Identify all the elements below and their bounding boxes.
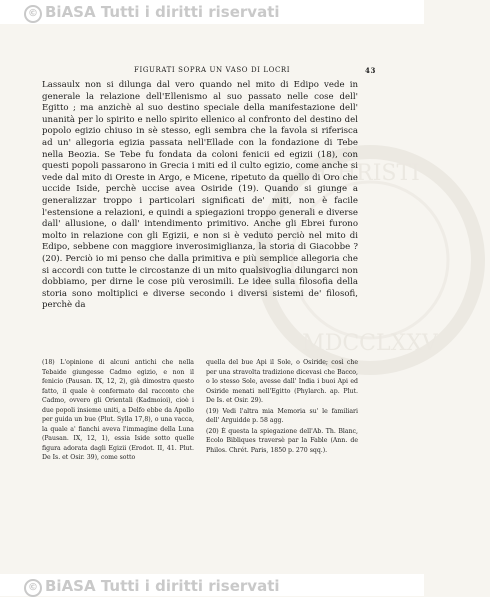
bottom-watermark-banner (0, 574, 424, 596)
running-title: FIGURATI SOPRA UN VASO DI LOCRI (134, 66, 291, 74)
footnote-18-continued: quella del bue Api il Sole, o Osiride; così che per una stravolta tradizione dicevasi che Bacco, o lo stesso Sole, avesse dall' India i buoi Api ed Osiride menati nell'Egitto (Phylarch. ap. Plut. De Is. et Osir. 29). (206, 359, 358, 404)
banner-text-top: BiASA Tutti i diritti riservati (45, 3, 280, 21)
svg-text:CHRISTI: CHRISTI (320, 161, 420, 186)
footnotes (42, 358, 358, 464)
page-number: 43 (365, 66, 376, 75)
svg-text:MDCCLXXV: MDCCLXXV (302, 331, 438, 356)
footnote-19: (19) Vedi l'altra mia Memoria su' le familiari dell' Arguidde p. 58 agg. (206, 407, 358, 424)
copyright-icon: © (24, 5, 42, 23)
footnote-20: (20) È questa la spiegazione dell'Ab. Th. Blanc, Ecolo Bibliques traversè par la Fable (Ann. de Philos. Chrét. Paris, 1850 p. 270 sqq.). (206, 427, 358, 454)
banner-text-bottom: BiASA Tutti i diritti riservati (45, 577, 280, 595)
footnotes-left-column (42, 358, 194, 464)
top-watermark-banner (0, 0, 424, 24)
book-page (42, 60, 390, 558)
body-paragraph: Lassaulx non si dilunga dal vero quando nel mito di Edipo vede in generale la relazione dell'Ellenismo al suo passato nelle cose dell' Egitto ; ma anzichè al suo destino speciale della manifestazione dell' unanità per lo spirito e nello spirito ellenico al confronto del destino del popolo egizio chiuso in sè stesso, egli sembra che la favola si riferisca ad un' allegoria egizia passata nell'Ellade con la fondazione di Tebe nella Beozia. Se Tebe fu fondata da coloni fenicii ed egizii (18), con questi popoli passarono in Grecia i miti ed il culto egizio, come anche si vede dal mito di Oreste in Argo, e Micene, ripetuto da quello di Oro che uccide Iside, perchè uccise avea Osiride (19). Quando si giunge a generalizzar troppo i particolari significati de' miti, non è facile l'estensione a relazioni, e quindi a spiegazioni troppo generali e diverse dall' allusione, o dall' intendimento primitivo. Anche gli Ebrei furono molto in relazione con gli Egizii, e non si è veduto perciò nel mito di Edipo, sebbene con maggiore inverosimiglianza, la storia di Giacobbe ? (20). Perciò io mi penso che dalla primitiva e più semplice allegoria che si accordi con tutte le circostanze di un mito qualsivoglia dilungarci non dobbiamo, per dirne le cose più verosimili. Le idee sulla filosofia della storia sono moltiplici e diverse secondo i diversi sistemi de' filosofi, perchè da (42, 80, 358, 311)
footnote-18: (18) L'opinione di alcuni antichi che nella Tebaide giungesse Cadmo egizio, e non il fenicio (Pausan. IX, 12, 2), già dimostra questo fatto, il quale è confermato dal racconto che Cadmo, ovvero gli Orientali (Kadmoioi), cioè i due popoli insieme uniti, a Delfo ebbe da Apollo per guida un bue (Plut. Sylla 17,8), o una vacca, la quale a' fianchi aveva l'immagine della Luna (Pausan. IX, 12, 1), essia Iside sotto quelle figura adorata dagli Egizii (Erodot. II, 41. Plut. De Is. et Osir. 39), come sotto (42, 359, 194, 461)
main-text (42, 80, 358, 312)
footnotes-right-column (206, 358, 358, 464)
copyright-icon: © (24, 579, 42, 597)
